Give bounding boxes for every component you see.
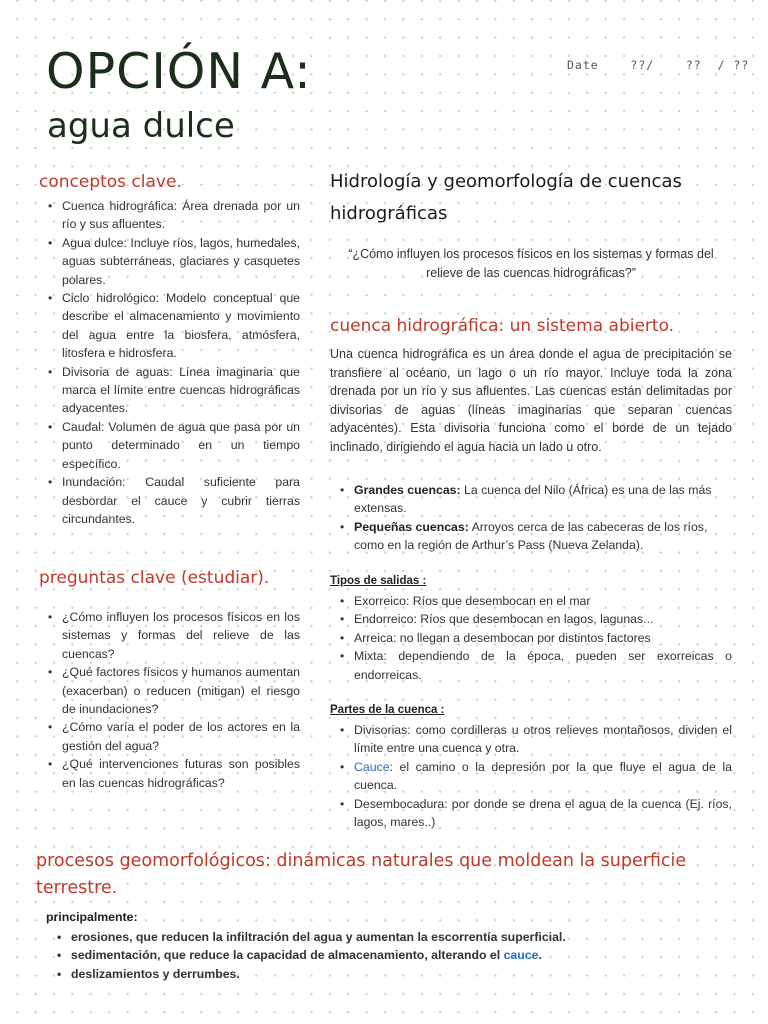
list-item: • ¿Cómo varía el poder de los actores en la gestión del agua? [46,718,300,755]
date-value: ??/ ?? / ?? [630,58,750,72]
item-text: Arroyos cerca de las cabeceras de los ríos, como en la región de Arthur’s Pass (Nueva Zelanda). [354,519,708,553]
conceptos-heading: conceptos clave. [39,172,182,192]
cauce-highlight: Cauce [354,759,390,774]
list-item: • Divisoria de aguas: Línea imaginaria que marca el límite entre cuencas hidrográficas adyacentes. [46,363,300,418]
list-item: • ¿Cómo influyen los procesos físicos en los sistemas y formas del relieve de las cuencas? [46,608,300,663]
list-item [338,518,732,555]
item-after: . [538,948,542,963]
list-item: • ¿Qué factores físicos y humanos aumentan (exacerban) o reducen (mitigan) el riesgo de inundaciones? [46,663,300,718]
list-item [338,481,732,518]
item-bold: Pequeñas cuencas: [354,519,469,534]
page-subtitle: agua dulce [47,106,235,146]
list-item: • ¿Qué intervenciones futuras son posibles en las cuencas hidrográficas? [46,755,300,792]
tipos-list [338,592,732,684]
item-text: : el camino o la depresión por la que fluye el agua de la cuenca. [354,759,732,793]
hidrologia-quote: “¿Cómo influyen los procesos físicos en los sistemas y formas del relieve de las cuencas hidrográficas?” [348,247,714,280]
partes-list [338,721,732,831]
date-line [567,58,749,72]
list-item [55,928,745,946]
list-item: • Endorreico: Ríos que desembocan en lagos, lagunas... [338,610,732,628]
preguntas-list [46,608,300,792]
procesos-heading: procesos geomorfológicos: dinámicas naturales que moldean la superficie terrestre. [36,851,687,898]
list-item: • Mixta: dependiendo de la época, pueden ser exorreicas o endorreicas. [338,647,732,684]
procesos-intro: principalmente: [46,910,138,924]
item-text: sedimentación, que reduce la capacidad de almacenamiento, alterando el [71,948,504,963]
list-item: • Ciclo hidrológico: Modelo conceptual que describe el almacenamiento y movimiento del agua entre la biosfera, atmósfera, litosfera e hidrosfera. [46,289,300,363]
list-item: • Agua dulce: Incluye ríos, lagos, humedales, aguas subterráneas, glaciares y casquetes polares. [46,234,300,289]
conceptos-list [46,197,300,528]
list-item: • Caudal: Volumen de agua que pasa por un punto determinado en un tiempo específico. [46,418,300,473]
cuenca-heading: cuenca hidrográfica: un sistema abierto. [330,316,675,336]
date-label: Date [567,58,599,72]
list-item: • Cuenca hidrográfica: Área drenada por un río y sus afluentes. [46,197,300,234]
item-text: La cuenca del Nilo (África) es una de las más extensas. [354,483,712,516]
cauce-highlight: cauce [503,948,539,963]
list-item [338,758,732,795]
list-item [338,721,732,758]
page-title: OPCIÓN A: [46,43,312,100]
preguntas-heading: preguntas clave (estudiar). [39,568,270,588]
list-item: • Arreica: no llegan a desembocan por distintos factores [338,629,732,647]
list-item: • Exorreico: Ríos que desembocan en el mar [338,592,732,610]
cuencas-list [338,481,732,555]
list-item [55,965,745,983]
item-text: deslizamientos y derrumbes. [71,966,240,981]
list-item: • Inundación: Caudal suficiente para desbordar el cauce y cubrir tierras circundantes. [46,473,300,528]
list-item [55,946,745,964]
list-item [338,795,732,832]
item-text: Desembocadura: por donde se drena el agua de la cuenca (Ej. ríos, lagos, mares..) [354,796,732,830]
item-text: erosiones, que reducen la infiltración del agua y aumentan la escorrentía superficial. [71,930,566,944]
hidrologia-heading: Hidrología y geomorfología de cuencas hidrográficas [330,171,682,224]
partes-heading: Partes de la cuenca : [330,704,445,716]
tipos-heading: Tipos de salidas : [330,575,427,587]
procesos-list [55,928,745,983]
item-text: Divisorias: como cordilleras u otros relieves montañosos, dividen el límite entre una cuenca y otra. [354,723,732,756]
item-bold: Grandes cuencas: [354,483,461,497]
cuenca-paragraph: Una cuenca hidrográfica es un área donde el agua de precipitación se transfiere al océano, un lago o un río mayor. Incluye toda la zona drenada por un río y sus afluentes. Las cuencas están delimitadas por divisorias de aguas (líneas imaginarias que separan cuencas adyacentes). Esta divisoria funciona como el borde de un tejado inclinado, dirigiendo el agua hacia un lado u otro. [330,347,732,454]
